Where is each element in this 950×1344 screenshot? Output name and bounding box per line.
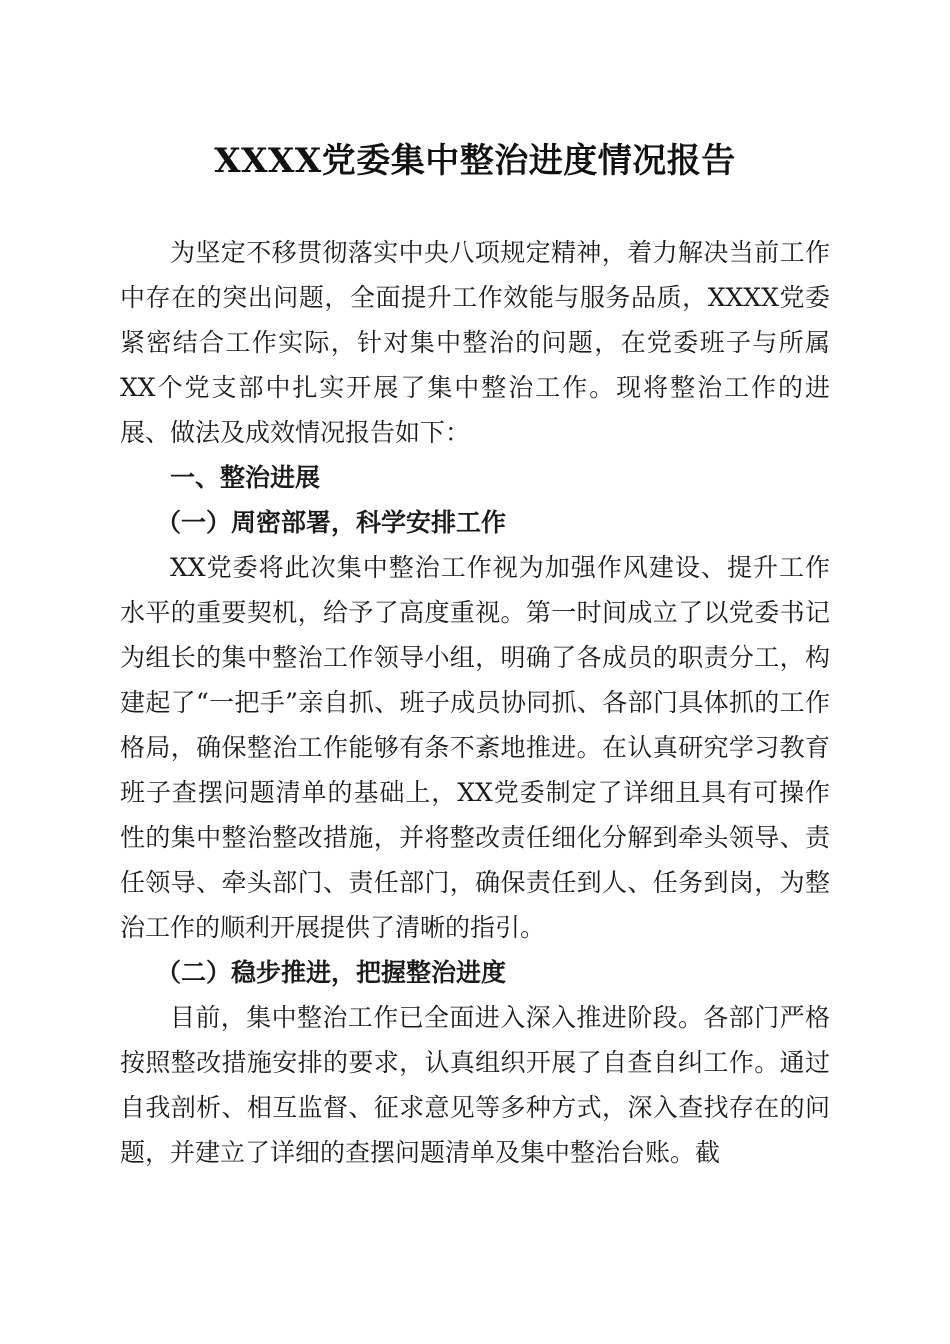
document-title: XXXX党委集中整治进度情况报告	[214, 141, 736, 181]
intro-paragraph: 为坚定不移贯彻落实中央八项规定精神，着力解决当前工作中存在的突出问题，全面提升工作效能与服务品质，XXXX党委紧密结合工作实际，针对集中整治的问题，在党委班子与所属XX个党支部中扎实开展了集中整治工作。现将整治工作的进展、做法及成效情况报告如下：	[120, 238, 830, 447]
section-heading-progress: 一、整治进展	[170, 463, 321, 492]
deployment-paragraph: XX党委将此次集中整治工作视为加强作风建设、提升工作水平的重要契机，给予了高度重视。第一时间成立了以党委书记为组长的集中整治工作领导小组，明确了各成员的职责分工，构建起了“一把手”亲自抓、班子成员协同抓、各部门具体抓的工作格局，确保整治工作能够有条不紊地推进。在认真研究学习教育班子查摆问题清单的基础上，XX党委制定了详细且具有可操作性的集中整治整改措施，并将整改责任细化分解到牵头领导、责任领导、牵头部门、责任部门，确保责任到人、任务到岗，为整治工作的顺利开展提供了清晰的指引。	[120, 553, 830, 942]
subsection-heading-advancing: （二）稳步推进，把握整治进度	[156, 958, 507, 987]
subsection-heading-deployment: （一）周密部署，科学安排工作	[156, 508, 507, 537]
advancing-paragraph: 目前，集中整治工作已全面进入深入推进阶段。各部门严格按照整改措施安排的要求，认真组织开展了自查自纠工作。通过自我剖析、相互监督、征求意见等多种方式，深入查找存在的问题，并建立了详细的查摆问题清单及集中整治台账。截	[120, 1003, 830, 1167]
document-body	[120, 230, 830, 1175]
